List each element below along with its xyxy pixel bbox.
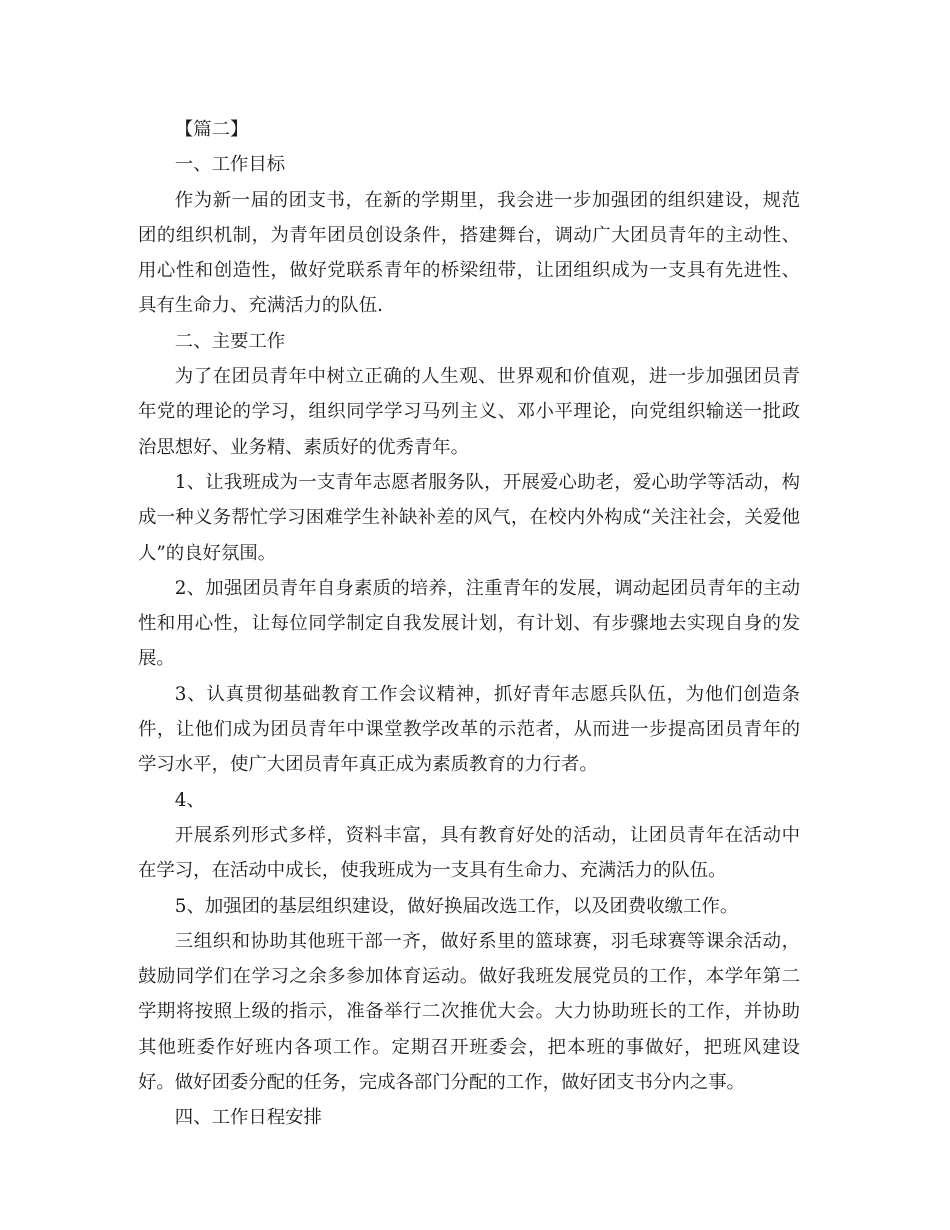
- paragraph-goals: 作为新一届的团支书，在新的学期里，我会进一步加强团的组织建设，规范团的组织机制，为青年团员创设条件，搭建舞台，调动广大团员青年的主动性、用心性和创造性，做好党联系青年的桥梁纽带，让团组织成为一支具有先进性、具有生命力、充满活力的队伍.: [138, 189, 800, 317]
- item-4-number: 4、: [174, 789, 205, 811]
- paragraph-item-3: 3、认真贯彻基础教育工作会议精神，抓好青年志愿兵队伍，为他们创造条件，让他们成为团员青年中课堂教学改革的示范者，从而进一步提高团员青年的学习水平，使广大团员青年真正成为素质教育的力行者。: [138, 683, 800, 776]
- paragraph-item-4: 开展系列形式多样，资料丰富，具有教育好处的活动，让团员青年在活动中在学习，在活动中成长，使我班成为一支具有生命力、充满活力的队伍。: [138, 824, 800, 882]
- paragraph-item-5: 5、加强团的基层组织建设，做好换届改选工作，以及团费收缴工作。: [174, 895, 739, 917]
- heading-main-work: 二、主要工作: [174, 330, 286, 352]
- section-title: 【篇二】: [174, 119, 249, 140]
- paragraph-item-2: 2、加强团员青年自身素质的培养，注重青年的发展，调动起团员青年的主动性和用心性，让每位同学制定自我发展计划，有计划、有步骤地去实现自身的发展。: [138, 577, 800, 670]
- document-page: [138, 112, 800, 1136]
- paragraph-section-3: 三组织和协助其他班干部一齐，做好系里的篮球赛，羽毛球赛等课余活动，鼓励同学们在学习之余多参加体育运动。做好我班发展党员的工作，本学年第二学期将按照上级的指示，准备举行二次推优大会。大力协助班长的工作，并协助其他班委作好班内各项工作。定期召开班委会，把本班的事做好，把班风建设好。做好团委分配的任务，完成各部门分配的工作，做好团支书分内之事。: [138, 930, 800, 1094]
- heading-schedule: 四、工作日程安排: [174, 1107, 322, 1129]
- paragraph-main-work-intro: 为了在团员青年中树立正确的人生观、世界观和价值观，进一步加强团员青年党的理论的学习，组织同学学习马列主义、邓小平理论，向党组织输送一批政治思想好、业务精、素质好的优秀青年。: [138, 366, 800, 458]
- heading-goals: 一、工作目标: [174, 154, 286, 176]
- paragraph-item-1: 1、让我班成为一支青年志愿者服务队，开展爱心助老，爱心助学等活动，构成一种义务帮忙学习困难学生补缺补差的风气，在校内外构成“关注社会，关爱他人”的良好氛围。: [138, 471, 800, 564]
